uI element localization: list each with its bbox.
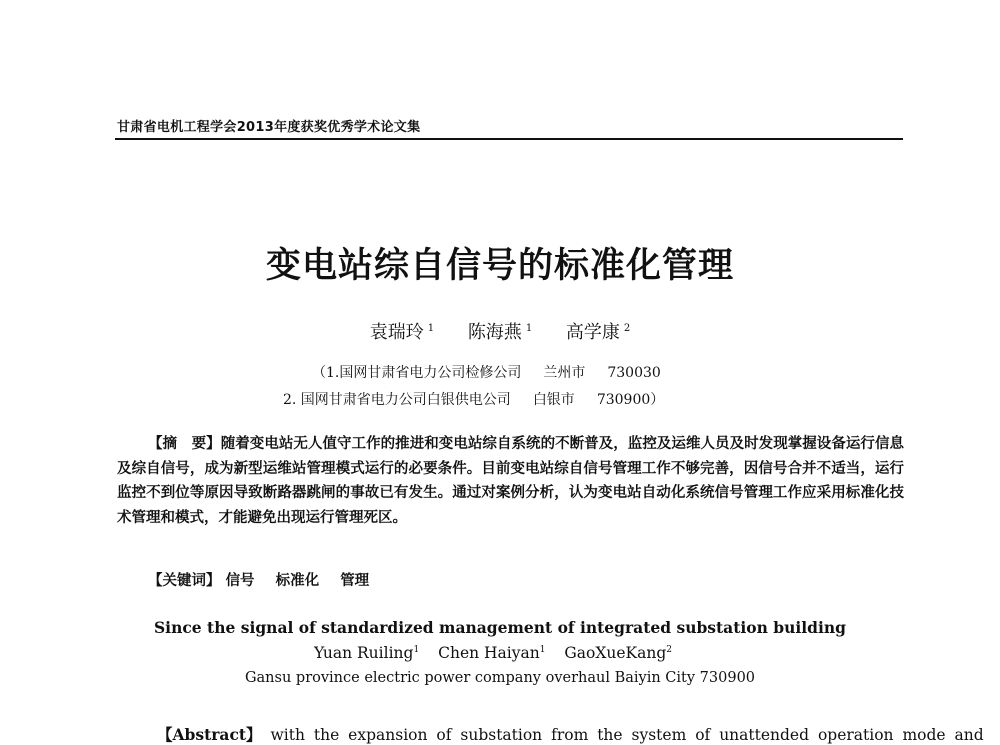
- abstract-zh: [117, 432, 904, 530]
- paper-title-en: Since the signal of standardized management of integrated substation building: [153, 618, 846, 637]
- keyword: 信号: [225, 572, 255, 589]
- keyword: 管理: [340, 572, 370, 589]
- header-rule: [115, 138, 903, 140]
- abstract-en-text: with the expansion of substation from the system of unattended operation mode and: [270, 726, 984, 744]
- keyword: 标准化: [275, 572, 320, 589]
- author-list: [0, 318, 1000, 344]
- affiliation-2: 2. 国网甘肃省电力公司白银供电公司 白银市 730900）: [283, 392, 665, 408]
- abstract-en-label: 【Abstract】: [157, 725, 262, 744]
- author-en-3: GaoXueKang$^2$: [564, 644, 673, 662]
- author-en-2: Chen Haiyan$^1$: [438, 644, 546, 662]
- author-list-en: [0, 644, 1000, 662]
- abstract-text: 随着变电站无人值守工作的推进和变电站综自系统的不断普及，监控及运维人员及时发现掌握设备运行信息及综自信号，成为新型运维站管理模式运行的必要条件。目前变电站综自信号管理工作不够完善，因信号合并不适当，运行监控不到位等原因导致断路器跳闸的事故已有发生。通过对案例分析，认为变电站自动化系统信号管理工作应采用标准化技术管理和模式，才能避免出现运行管理死区。: [117, 435, 905, 526]
- keywords-zh: [148, 569, 385, 590]
- running-header: 甘肃省电机工程学会2013年度获奖优秀学术论文集: [117, 120, 421, 135]
- affiliation-en: Gansu province electric power company overhaul Baiyin City 730900: [244, 670, 756, 686]
- author-en-1: Yuan Ruiling$^1$: [313, 644, 420, 662]
- affiliation-1: （1.国网甘肃省电力公司检修公司 兰州市 730030: [312, 365, 661, 381]
- paper-title: 变电站综自信号的标准化管理: [265, 246, 734, 286]
- author-2: 陈海燕 $^1$: [467, 322, 533, 343]
- abstract-label: 【摘 要】: [148, 436, 221, 452]
- author-1: 袁瑞玲 $^1$: [369, 322, 435, 343]
- author-3: 高学康 $^2$: [565, 322, 631, 343]
- keywords-label: 【关键词】: [148, 573, 221, 589]
